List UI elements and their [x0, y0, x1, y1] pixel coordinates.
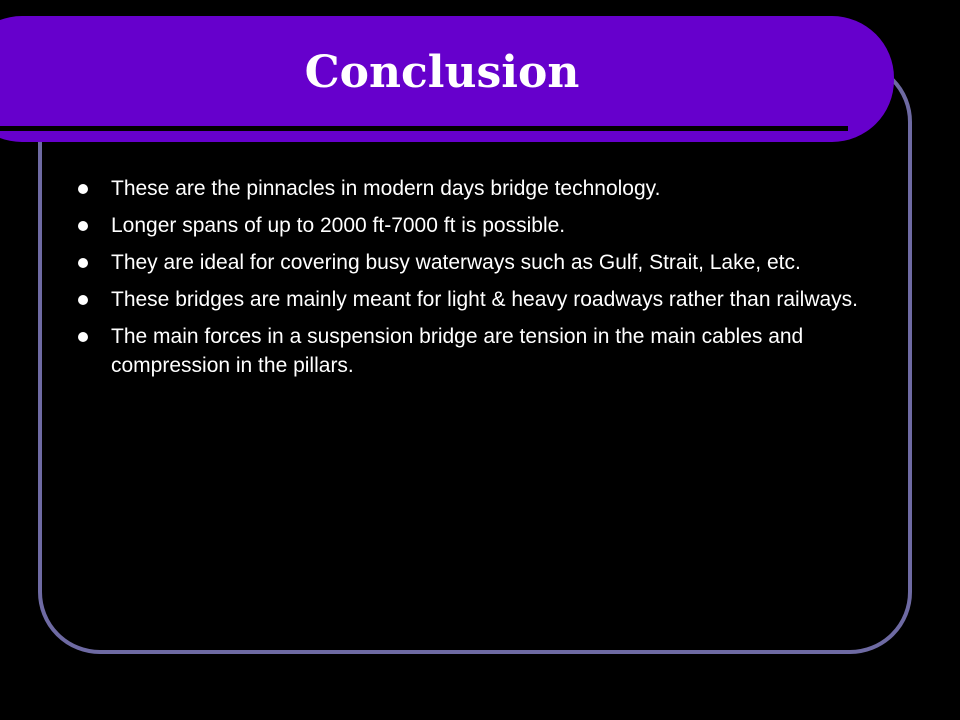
bullet-dot-icon	[78, 332, 88, 342]
bullet-item	[78, 174, 868, 203]
bullet-text: Longer spans of up to 2000 ft-7000 ft is possible.	[111, 214, 566, 237]
bullet-dot-icon	[78, 295, 88, 305]
bullet-dot-icon	[78, 184, 88, 194]
bullet-list	[78, 174, 868, 388]
bullet-text: These are the pinnacles in modern days bridge technology.	[111, 177, 661, 200]
title-underline	[0, 126, 848, 131]
bullet-item	[78, 285, 868, 314]
slide-title: Conclusion	[304, 47, 580, 98]
bullet-item	[78, 211, 868, 240]
bullet-text: They are ideal for covering busy waterways such as Gulf, Strait, Lake, etc.	[111, 251, 801, 274]
bullet-text: The main forces in a suspension bridge are tension in the main cables and compression in the pillars.	[111, 325, 804, 377]
bullet-dot-icon	[78, 221, 88, 231]
bullet-dot-icon	[78, 258, 88, 268]
bullet-item	[78, 248, 868, 277]
bullet-text: These bridges are mainly meant for light & heavy roadways rather than railways.	[111, 288, 859, 311]
bullet-item	[78, 322, 868, 380]
